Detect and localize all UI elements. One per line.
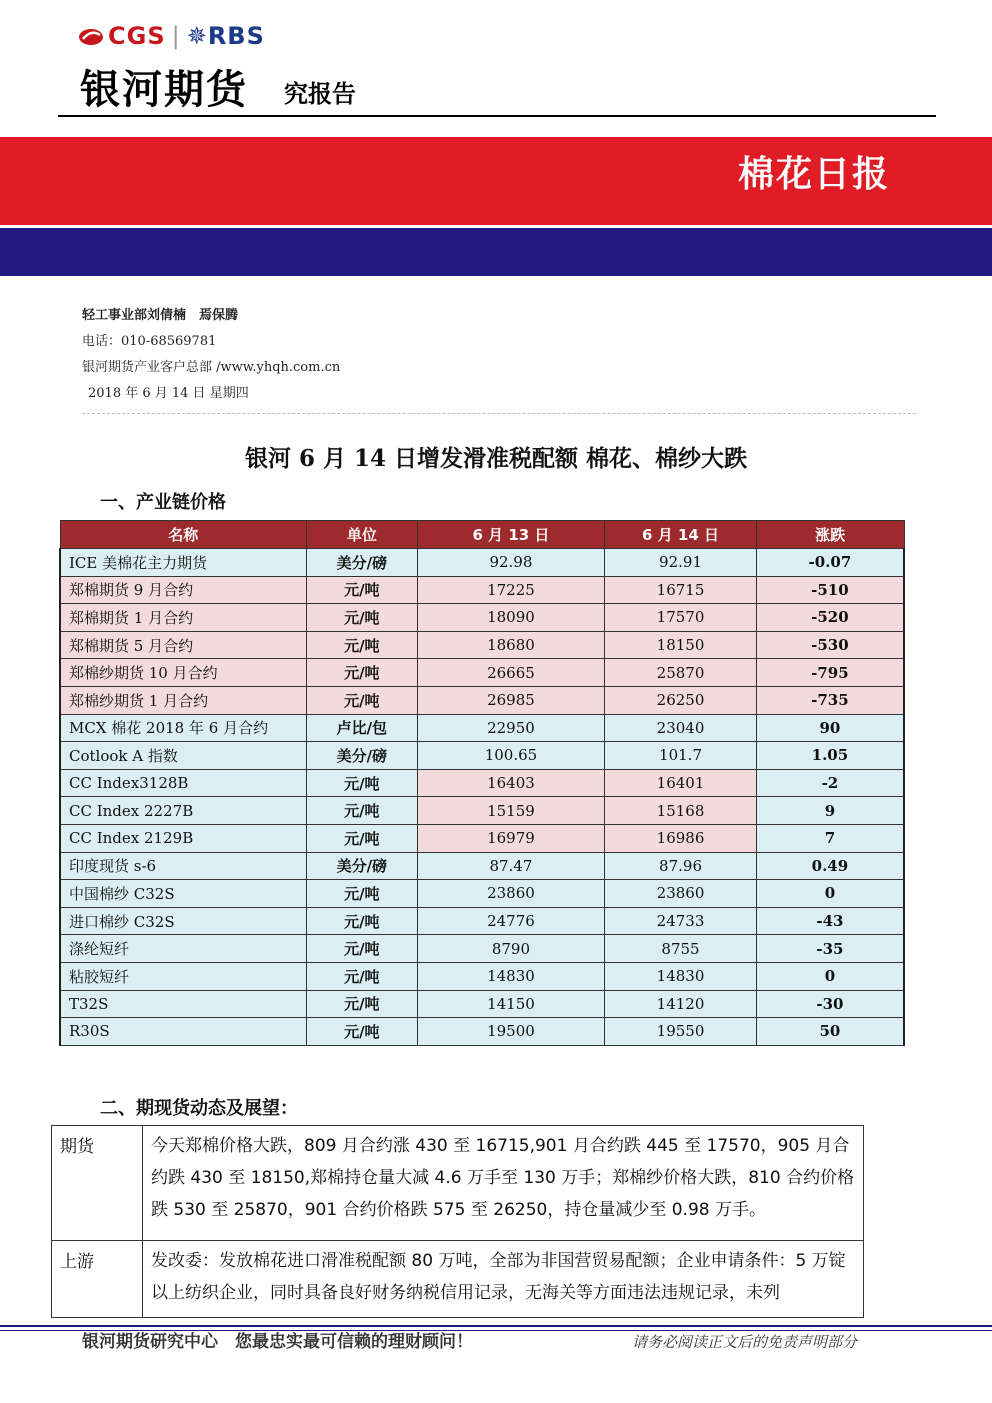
banner-blue [0, 228, 992, 276]
price-row [60, 880, 904, 908]
cell-jun14: 16986 [605, 824, 757, 852]
cell-jun13: 18090 [417, 604, 605, 632]
cell-jun13: 15159 [417, 797, 605, 825]
cell-name: 郑棉期货 1 月合约 [60, 604, 306, 632]
cell-unit: 元/吨 [306, 576, 417, 604]
price-row [60, 990, 904, 1018]
cell-change: -530 [756, 631, 904, 659]
dashed-divider [82, 413, 916, 414]
outlook-text: 发改委：发放棉花进口滑准税配额 80 万吨，全部为非国营贸易配额；企业申请条件：5 万锭以上纺织企业，同时具备良好财务纳税信用记录，无海关等方面违法违规记录，未列 [143, 1241, 864, 1318]
cell-change: 7 [756, 824, 904, 852]
cell-jun14: 92.91 [605, 549, 757, 577]
cell-change: 50 [756, 1018, 904, 1046]
logo-separator: | [171, 22, 181, 50]
cell-jun14: 16715 [605, 576, 757, 604]
logo-rbs: ✵RBS [186, 22, 265, 50]
cell-unit: 美分/磅 [306, 549, 417, 577]
cell-unit: 元/吨 [306, 962, 417, 990]
cell-name: MCX 棉花 2018 年 6 月合约 [60, 714, 306, 742]
cell-change: -520 [756, 604, 904, 632]
cell-jun13: 16979 [417, 824, 605, 852]
cell-name: Cotlook A 指数 [60, 742, 306, 770]
cell-jun13: 16403 [417, 769, 605, 797]
cell-change: -795 [756, 659, 904, 687]
report-date: 2018 年 6 月 14 日 星期四 [88, 386, 249, 401]
cell-jun14: 18150 [605, 631, 757, 659]
col-header-name: 名称 [60, 521, 306, 549]
cell-name: 粘胶短纤 [60, 962, 306, 990]
price-row [60, 852, 904, 880]
cell-name: 郑棉纱期货 1 月合约 [60, 686, 306, 714]
price-row [60, 935, 904, 963]
footer-disclaimer: 请务必阅读正文后的免责声明部分 [632, 1333, 858, 1351]
price-row [60, 631, 904, 659]
cell-jun13: 23860 [417, 880, 605, 908]
cell-jun14: 17570 [605, 604, 757, 632]
cell-name: ICE 美棉花主力期货 [60, 549, 306, 577]
company-logo [78, 22, 265, 50]
cell-change: 9 [756, 797, 904, 825]
cell-jun13: 26985 [417, 686, 605, 714]
cell-unit: 元/吨 [306, 824, 417, 852]
price-row [60, 742, 904, 770]
outlook-row-upstream [52, 1241, 864, 1318]
cell-name: 郑棉纱期货 10 月合约 [60, 659, 306, 687]
cell-jun13: 92.98 [417, 549, 605, 577]
cell-jun14: 14120 [605, 990, 757, 1018]
cell-jun14: 23040 [605, 714, 757, 742]
cell-name: CC Index 2129B [60, 824, 306, 852]
cell-unit: 元/吨 [306, 659, 417, 687]
cell-jun13: 100.65 [417, 742, 605, 770]
cell-change: -43 [756, 907, 904, 935]
cell-jun14: 14830 [605, 962, 757, 990]
outlook-table [51, 1125, 864, 1318]
cell-name: 郑棉期货 5 月合约 [60, 631, 306, 659]
price-row [60, 962, 904, 990]
cell-change: 0.49 [756, 852, 904, 880]
phone-line: 电话：010-68569781 [82, 334, 217, 349]
cell-unit: 元/吨 [306, 686, 417, 714]
cell-unit: 美分/磅 [306, 852, 417, 880]
cell-change: -735 [756, 686, 904, 714]
cell-change: -35 [756, 935, 904, 963]
col-header-unit: 单位 [306, 521, 417, 549]
price-row [60, 604, 904, 632]
outlook-row-futures [52, 1126, 864, 1241]
cell-unit: 元/吨 [306, 769, 417, 797]
cell-name: CC Index3128B [60, 769, 306, 797]
cell-jun14: 15168 [605, 797, 757, 825]
cell-jun13: 18680 [417, 631, 605, 659]
logo-cgs: CGS [108, 22, 166, 50]
cell-jun14: 25870 [605, 659, 757, 687]
header-rule [58, 115, 936, 117]
cell-change: -510 [756, 576, 904, 604]
company-name: 银河期货 [80, 67, 248, 113]
price-row [60, 824, 904, 852]
cell-jun13: 22950 [417, 714, 605, 742]
cgs-swirl-icon [78, 27, 104, 47]
price-table [59, 520, 905, 1046]
col-header-jun13: 6 月 13 日 [417, 521, 605, 549]
price-row [60, 549, 904, 577]
section-heading-outlook: 二、期现货动态及展望： [100, 1098, 298, 1119]
cell-jun14: 16401 [605, 769, 757, 797]
cell-name: 印度现货 s-6 [60, 852, 306, 880]
cell-change: 0 [756, 962, 904, 990]
cell-jun14: 19550 [605, 1018, 757, 1046]
col-header-jun14: 6 月 14 日 [605, 521, 757, 549]
cell-name: 涤纶短纤 [60, 935, 306, 963]
price-row [60, 797, 904, 825]
price-row [60, 659, 904, 687]
cell-name: 郑棉期货 9 月合约 [60, 576, 306, 604]
cell-jun14: 8755 [605, 935, 757, 963]
cell-name: T32S [60, 990, 306, 1018]
price-row [60, 576, 904, 604]
cell-name: R30S [60, 1018, 306, 1046]
cell-jun13: 19500 [417, 1018, 605, 1046]
cell-jun14: 24733 [605, 907, 757, 935]
cell-change: 0 [756, 880, 904, 908]
cell-unit: 元/吨 [306, 880, 417, 908]
cell-unit: 卢比/包 [306, 714, 417, 742]
outlook-label: 期货 [52, 1126, 143, 1241]
cell-unit: 元/吨 [306, 1018, 417, 1046]
report-title: 银河 6 月 14 日增发滑准税配额 棉花、棉纱大跌 [244, 445, 748, 472]
cell-jun13: 24776 [417, 907, 605, 935]
site-line: 银河期货产业客户总部 /www.yhqh.com.cn [82, 360, 341, 375]
price-row [60, 1018, 904, 1046]
report-kind: 究报告 [284, 80, 356, 108]
price-row [60, 714, 904, 742]
cell-jun13: 87.47 [417, 852, 605, 880]
cell-name: CC Index 2227B [60, 797, 306, 825]
cell-jun14: 26250 [605, 686, 757, 714]
cell-jun14: 23860 [605, 880, 757, 908]
cell-jun14: 87.96 [605, 852, 757, 880]
cell-name: 中国棉纱 C32S [60, 880, 306, 908]
cell-jun13: 8790 [417, 935, 605, 963]
cell-unit: 元/吨 [306, 990, 417, 1018]
cell-unit: 元/吨 [306, 631, 417, 659]
col-header-change: 涨跌 [756, 521, 904, 549]
cell-unit: 元/吨 [306, 907, 417, 935]
cell-unit: 元/吨 [306, 935, 417, 963]
cell-change: -30 [756, 990, 904, 1018]
cell-change: -0.07 [756, 549, 904, 577]
price-row [60, 686, 904, 714]
cell-unit: 美分/磅 [306, 742, 417, 770]
cell-jun13: 14150 [417, 990, 605, 1018]
cell-change: 1.05 [756, 742, 904, 770]
outlook-label: 上游 [52, 1241, 143, 1318]
cell-change: -2 [756, 769, 904, 797]
cell-jun13: 26665 [417, 659, 605, 687]
price-row [60, 907, 904, 935]
section-heading-prices: 一、产业链价格 [100, 492, 226, 513]
cell-unit: 元/吨 [306, 797, 417, 825]
cell-jun13: 14830 [417, 962, 605, 990]
price-table-header [60, 521, 904, 549]
cell-jun13: 17225 [417, 576, 605, 604]
author-line: 轻工事业部刘倩楠 焉保腾 [82, 308, 239, 323]
banner-title: 棉花日报 [737, 154, 890, 195]
outlook-text: 今天郑棉价格大跌，809 月合约涨 430 至 16715,901 月合约跌 445 至 17570，905 月合约跌 430 至 18150,郑棉持仓量大减 4.6 万手至 130 万手；郑棉纱价格大跌，810 合约价格跌 530 至 25870，901 合约价格跌 575 至 26250，持仓量减少至 0.98 万手。 [143, 1126, 864, 1241]
cell-change: 90 [756, 714, 904, 742]
cell-jun14: 101.7 [605, 742, 757, 770]
price-row [60, 769, 904, 797]
footer-slogan: 银河期货研究中心 您最忠实最可信赖的理财顾问！ [82, 1332, 473, 1352]
cell-unit: 元/吨 [306, 604, 417, 632]
cell-name: 进口棉纱 C32S [60, 907, 306, 935]
